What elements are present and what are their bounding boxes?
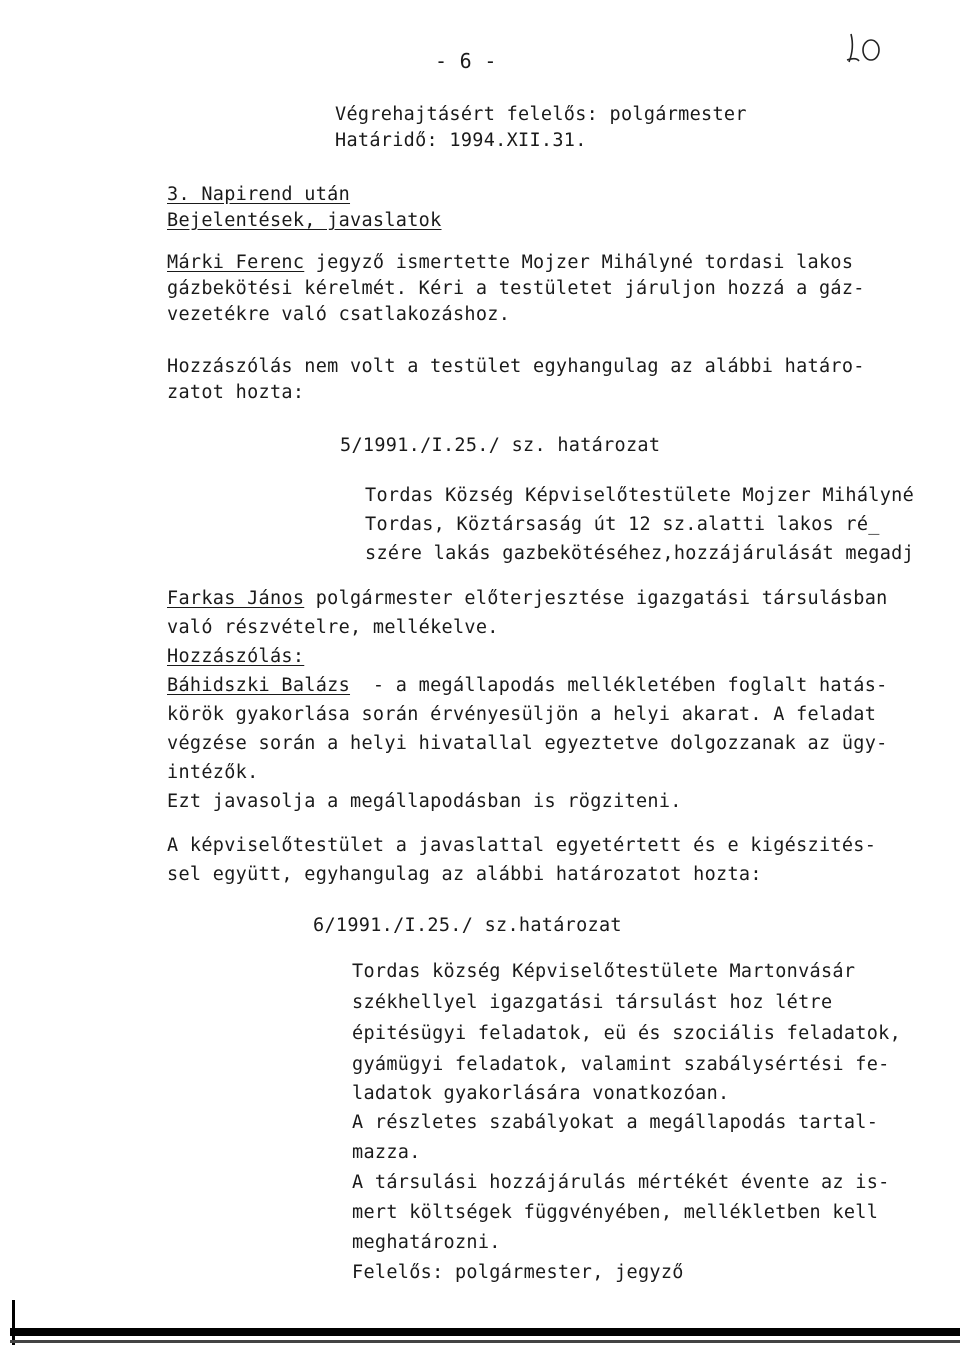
resolution-text: szére lakás gazbekötéséhez,hozzájárulását megadj	[365, 543, 915, 564]
resolution-text: Felelős: polgármester, jegyző	[352, 1262, 684, 1283]
paragraph-line: sel együtt, egyhangulag az alábbi határozatot hozta:	[167, 864, 762, 885]
resolution-number: 6/1991./I.25./ sz.határozat	[313, 915, 622, 936]
paragraph-line: A képviselőtestület a javaslattal egyetértett és e kigészités-	[167, 835, 877, 856]
paragraph-line: zatot hozta:	[167, 382, 305, 403]
resolution-text: gyámügyi feladatok, valamint szabálysértési fe-	[352, 1054, 890, 1075]
speaker-name: Márki Ferenc	[167, 252, 305, 273]
paragraph-text: - a megállapodás mellékletében foglalt hatás-	[350, 675, 888, 696]
paragraph-line	[167, 586, 888, 612]
paragraph-text: polgármester előterjesztése igazgatási társulásban	[304, 588, 888, 609]
speaker-name: Farkas János	[167, 588, 305, 609]
scan-bottom-edge-shadow	[10, 1340, 960, 1343]
announcements-heading: Bejelentések, javaslatok	[167, 210, 442, 231]
speaker-name: Báhidszki Balázs	[167, 675, 351, 696]
paragraph-line: körök gyakorlása során érvényesüljön a helyi akarat. A feladat	[167, 704, 877, 725]
resolution-text: meghatározni.	[352, 1232, 501, 1253]
agenda-heading: 3. Napirend után	[167, 184, 351, 205]
resolution-number: 5/1991./I.25./ sz. határozat	[340, 435, 661, 456]
deadline-line: Határidő: 1994.XII.31.	[335, 130, 587, 151]
resolution-text: Tordas, Köztársaság út 12 sz.alatti lakos ré_	[365, 514, 880, 535]
scan-bottom-edge	[10, 1328, 960, 1336]
paragraph-line: Ezt javasolja a megállapodásban is rögziteni.	[167, 791, 682, 812]
responsible-line: Végrehajtásért felelős: polgármester	[335, 104, 747, 125]
handwritten-page-mark	[843, 28, 883, 68]
paragraph-line: intézők.	[167, 762, 259, 783]
scan-edge-mark	[12, 1300, 15, 1345]
paragraph-line: Hozzászólás nem volt a testület egyhangulag az alábbi határo-	[167, 356, 865, 377]
paragraph-line: való részvételre, mellékelve.	[167, 617, 499, 638]
resolution-text: mazza.	[352, 1142, 421, 1163]
resolution-text: Tordas község Képviselőtestülete Martonvásár	[352, 961, 856, 982]
paragraph-text: jegyző ismertette Mojzer Mihályné tordasi lakos	[304, 252, 854, 273]
resolution-text: Tordas Község Képviselőtestülete Mojzer Mihályné	[365, 485, 915, 506]
paragraph-line: gázbekötési kérelmét. Kéri a testületet járuljon hozzá a gáz-	[167, 278, 865, 299]
paragraph-line: végzése során a helyi hivatallal egyeztetve dolgozzanak az ügy-	[167, 733, 888, 754]
paragraph-line	[167, 250, 853, 276]
resolution-text: épitésügyi feladatok, eü és szociális feladatok,	[352, 1023, 902, 1044]
resolution-text: A társulási hozzájárulás mértékét évente az is-	[352, 1172, 890, 1193]
resolution-text: ladatok gyakorlására vonatkozóan.	[352, 1083, 730, 1104]
resolution-text: A részletes szabályokat a megállapodás tartal-	[352, 1112, 879, 1133]
paragraph-line: vezetékre való csatlakozáshoz.	[167, 304, 511, 325]
resolution-text: mert költségek függvényében, mellékletben kell	[352, 1202, 879, 1223]
paragraph-line	[167, 673, 888, 699]
resolution-text: székhellyel igazgatási társulást hoz létre	[352, 992, 833, 1013]
page-number: - 6 -	[435, 49, 497, 73]
comments-heading: Hozzászólás:	[167, 646, 305, 667]
